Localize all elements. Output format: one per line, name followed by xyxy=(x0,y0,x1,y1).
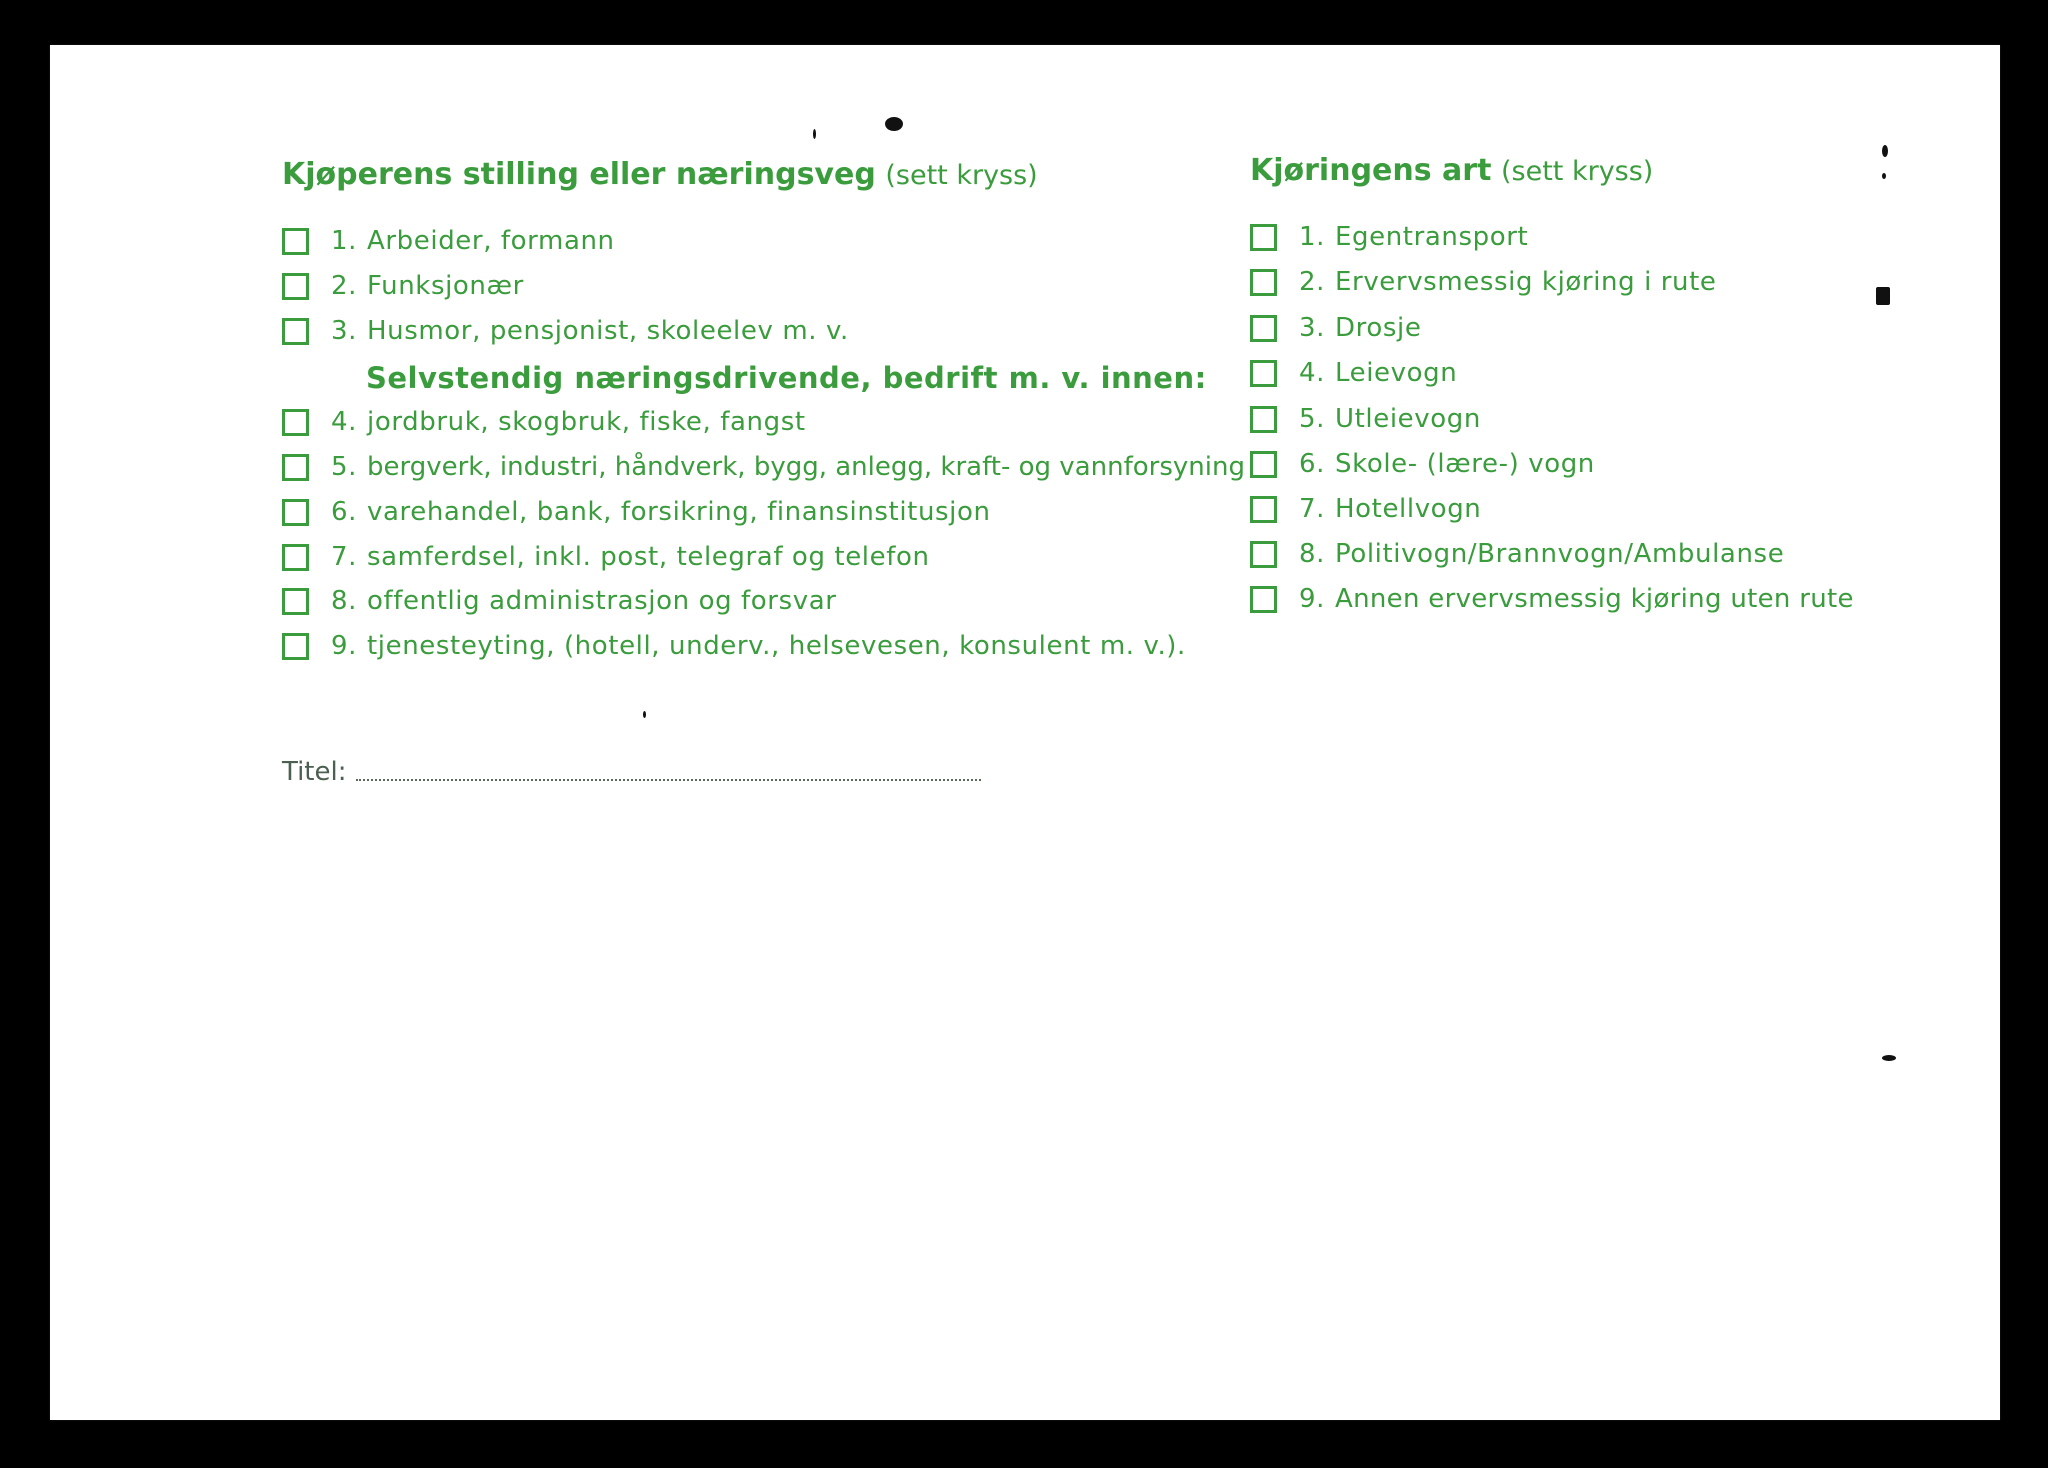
item-number: 9. xyxy=(331,631,358,661)
checkbox[interactable] xyxy=(282,454,309,481)
checkbox[interactable] xyxy=(1250,269,1277,296)
title-label: Titel: xyxy=(282,757,347,787)
checkbox[interactable] xyxy=(282,633,309,660)
item-label: tjenesteyting, (hotell, underv., helsevesen, konsulent m. v.). xyxy=(367,631,1186,661)
item-label: samferdsel, inkl. post, telegraf og telefon xyxy=(367,542,930,572)
item-label: varehandel, bank, forsikring, finansinstitusjon xyxy=(367,497,991,527)
scan-speck xyxy=(1876,287,1890,305)
scan-speck xyxy=(885,117,903,131)
left-item-4[interactable] xyxy=(282,404,806,440)
scan-speck xyxy=(1882,145,1888,157)
scan-speck xyxy=(1882,1055,1896,1061)
left-heading xyxy=(282,157,1038,194)
checkbox[interactable] xyxy=(1250,586,1277,613)
item-number: 5. xyxy=(331,452,358,482)
right-item-8[interactable] xyxy=(1250,536,1784,572)
item-number: 8. xyxy=(331,586,358,616)
item-label: Leievogn xyxy=(1335,358,1458,388)
checkbox[interactable] xyxy=(1250,541,1277,568)
item-label: Hotellvogn xyxy=(1335,494,1482,524)
item-number: 2. xyxy=(1299,267,1326,297)
item-label: Husmor, pensjonist, skoleelev m. v. xyxy=(367,316,849,346)
checkbox[interactable] xyxy=(282,409,309,436)
item-label: Egentransport xyxy=(1335,222,1529,252)
left-item-2[interactable] xyxy=(282,268,524,304)
scan-speck xyxy=(643,711,646,718)
item-number: 9. xyxy=(1299,584,1326,614)
checkbox[interactable] xyxy=(1250,224,1277,251)
checkbox[interactable] xyxy=(282,273,309,300)
item-label: Arbeider, formann xyxy=(367,226,615,256)
scan-speck xyxy=(1882,173,1886,179)
item-label: Ervervsmessig kjøring i rute xyxy=(1335,267,1717,297)
right-item-7[interactable] xyxy=(1250,491,1481,527)
left-heading-bold: Kjøperens stilling eller næringsveg xyxy=(282,157,876,192)
right-item-1[interactable] xyxy=(1250,219,1528,255)
checkbox[interactable] xyxy=(1250,406,1277,433)
item-number: 8. xyxy=(1299,539,1326,569)
item-number: 2. xyxy=(331,271,358,301)
scan-speck xyxy=(813,129,816,139)
left-item-3[interactable] xyxy=(282,313,849,349)
item-number: 3. xyxy=(331,316,358,346)
item-label: jordbruk, skogbruk, fiske, fangst xyxy=(367,407,806,437)
item-number: 4. xyxy=(1299,358,1326,388)
right-item-4[interactable] xyxy=(1250,355,1457,391)
right-heading-bold: Kjøringens art xyxy=(1250,153,1492,188)
left-item-1[interactable] xyxy=(282,223,615,259)
checkbox[interactable] xyxy=(282,499,309,526)
right-item-3[interactable] xyxy=(1250,310,1421,346)
item-number: 1. xyxy=(1299,222,1326,252)
right-item-6[interactable] xyxy=(1250,446,1595,482)
checkbox[interactable] xyxy=(282,318,309,345)
right-item-5[interactable] xyxy=(1250,401,1481,437)
item-number: 7. xyxy=(331,542,358,572)
item-label: Funksjonær xyxy=(367,271,524,301)
item-label: Skole- (lære-) vogn xyxy=(1335,449,1595,479)
checkbox[interactable] xyxy=(1250,451,1277,478)
right-heading-note: (sett kryss) xyxy=(1500,156,1654,187)
checkbox[interactable] xyxy=(282,228,309,255)
item-number: 3. xyxy=(1299,313,1326,343)
checkbox[interactable] xyxy=(1250,496,1277,523)
item-number: 7. xyxy=(1299,494,1326,524)
item-label: Politivogn/Brannvogn/Ambulanse xyxy=(1335,539,1785,569)
item-label: offentlig administrasjon og forsvar xyxy=(367,586,837,616)
left-item-5[interactable] xyxy=(282,449,1245,485)
item-number: 6. xyxy=(331,497,358,527)
item-label: bergverk, industri, håndverk, bygg, anlegg, kraft- og vannforsyning xyxy=(367,452,1245,482)
title-field[interactable] xyxy=(282,757,981,787)
item-number: 6. xyxy=(1299,449,1326,479)
item-number: 4. xyxy=(331,407,358,437)
checkbox[interactable] xyxy=(1250,360,1277,387)
item-label: Drosje xyxy=(1335,313,1422,343)
item-number: 5. xyxy=(1299,404,1326,434)
left-heading-note: (sett kryss) xyxy=(885,160,1038,191)
left-item-7[interactable] xyxy=(282,539,930,575)
checkbox[interactable] xyxy=(282,588,309,615)
item-number: 1. xyxy=(331,226,358,256)
title-dotted-line[interactable] xyxy=(356,779,981,781)
item-label: Utleievogn xyxy=(1335,404,1481,434)
item-label: Annen ervervsmessig kjøring uten rute xyxy=(1335,584,1854,614)
left-item-6[interactable] xyxy=(282,494,991,530)
left-item-8[interactable] xyxy=(282,583,837,619)
right-item-2[interactable] xyxy=(1250,264,1717,300)
checkbox[interactable] xyxy=(282,544,309,571)
left-item-9[interactable] xyxy=(282,628,1186,664)
self-employed-subheading: Selvstendig næringsdrivende, bedrift m. v. innen: xyxy=(366,361,1207,395)
form-card xyxy=(50,45,2000,1420)
right-item-9[interactable] xyxy=(1250,581,1854,617)
checkbox[interactable] xyxy=(1250,315,1277,342)
right-heading xyxy=(1250,153,1653,190)
